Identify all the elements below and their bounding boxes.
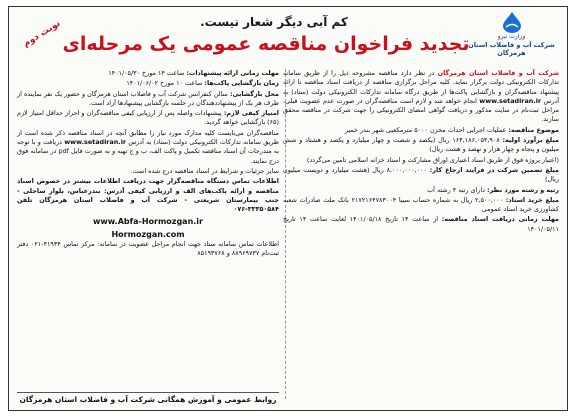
public-relations-footer: روابط عمومی و آموزش همگانی شرکت آب و فاضلاب استان هرمزگان bbox=[17, 392, 279, 404]
left-column bbox=[17, 69, 279, 260]
docs-paragraph: مناقصه‌گران می‌بایست کلیه مدارک مورد نیاز را مطابق آنچه در اسناد مناقصه ذکر شده است از طریق سامانه تدارکات الکترونیکی دولت (ستاد) به آدرس www.setadiran.ir دریافت و با توجه به مندرجات آن اسناد مناقصه تکمیل و پاکت الف، ب و ج تهیه و به صورت فایل pdf در سامانه فوق درج نمایند. bbox=[17, 128, 279, 165]
deadline-row: مهلت زمانی ارائه پیشنهادات: ساعت ۱۴ مورخ ۱۴۰۱/۰۵/۳۰ bbox=[108, 69, 279, 77]
rank-row: رتبه و رشته مورد نظر: دارای رتبه ۴ رشته آب bbox=[427, 185, 559, 194]
abfa-website-link[interactable]: www.Abfa-Hormozgan.ir bbox=[93, 217, 203, 227]
intro-paragraph bbox=[283, 69, 559, 125]
round-stamp: نوبت دوم bbox=[21, 18, 63, 50]
time-row: مهلت زمانی دریافت اسناد مناقصه: از ساعت ۱۴ تاریخ ۱۴۰۱/۰۵/۱۸ لغایت ساعت ۱۴ تاریخ ۱۴۰۱/۰۵/۱۱ bbox=[283, 215, 560, 233]
company-name: شرکت آب و فاضلاب استان هرمزگان bbox=[468, 41, 555, 57]
setad-contact-info: اطلاعات تماس سامانه ستاد جهت انجام مراحل عضویت در سامانه: مرکز تماس ۴۱۹۳۴-۰۲۱ دفتر ثبت‌نام ۸۸۹۶۹۷۳۷ و ۸۵۱۹۳۷۶۸ bbox=[17, 240, 279, 258]
estimate-row: مبلغ برآورد اولیه: ۱۶۴,۱۸۶,۰۵۴,۹۰۸ ریال (یکصد و شصت و چهار میلیارد و یکصد و هشتاد و شش میلیون و پنجاه و چهار هزار و نهصد و هشت ریال) bbox=[283, 136, 559, 154]
venue-row: محل بازگشایی: سالن کنفرانس شرکت آب و فاضلاب استان هرمزگان و حضور یک نفر نماینده از طرف هر یک از پیشنهاددهندگان در جلسه بازگشایی پیشنهادها آزاد است. bbox=[17, 89, 279, 107]
slogan: کم آبی دیگر شعار نیست. bbox=[200, 15, 348, 29]
setad-link-2[interactable]: www.setadiran.ir bbox=[64, 138, 127, 147]
hormozgan-website-link[interactable]: Hormozgan.com bbox=[111, 229, 185, 239]
guarantee-row: مبلغ تضمین شرکت در فرایند ارجاع کار: ۸,۰۰۰,۰۰۰,۰۰۰ ریال (هشت میلیارد و دویست میلیون ریال) bbox=[283, 165, 559, 184]
subject-row: موضوع مناقصه: عملیات اجرایی احداث مخزن ۵۰۰۰ مترمکعبی شهر بندر خمیر bbox=[344, 125, 559, 134]
quality-row: امتیاز کیفی لازم: پیشنهادات واصله پس از ارزیابی کیفی مناقصه‌گران و احراز حداقل امتیاز لازم (۶۵) بازگشایی خواهد گردید. bbox=[17, 109, 279, 127]
details-note: سایر جزئیات و شرایط در اسناد مناقصه درج شده است. bbox=[130, 166, 279, 175]
company-label: شرکت آب و فاضلاب استان هرمزگان bbox=[437, 69, 559, 77]
intro-end-text: انجام خواهد شد و لازم است مناقصه‌گران در صورت عدم عضویت قبلی، مراحل ثبت‌نام در سایت مذکور و دریافت گواهی امضای الکترونیکی را جهت شرکت در مناقصه محقق سازند. bbox=[283, 96, 559, 124]
water-drop-logo-icon bbox=[497, 11, 527, 33]
intro-text: در نظر دارد مناقصه مشروحه ذیل را از طریق سامانه تدارکات الکترونیکی دولت برگزار نماید. کلیه مراحل برگزاری مناقصه از دریافت اسناد مناقصه تا ارائه پیشنهاد مناقصه‌گران و بازگشایی پاکت‌ها از طریق درگاه سامانه تدارکات الکترونیکی دولت (ستاد) به آدرس bbox=[283, 69, 559, 105]
setad-link[interactable]: www.setadiran.ir bbox=[479, 96, 542, 105]
ministry-name: وزارت نیرو bbox=[497, 33, 526, 40]
tender-advertisement bbox=[8, 6, 568, 411]
contact-info: اطلاعات تماس دستگاه مناقصه‌گزار جهت دریافت اطلاعات بیشتر در خصوص اسناد مناقصه و ارائه پاکت‌های الف و ارزیابی کیفی آدرس: بندرعباس، بلوار ساحلی - جنب بیمارستان شریعتی - شرکت آب و فاضلاب استان هرمزگان تلفن ۳۳۳۵۰۵۸۴-۰۷۶ bbox=[17, 177, 279, 214]
opening-row: زمان بازگشایی پاکت‌ها: ساعت ۱۰ مورخ ۱۴۰۱/۰۶/۰۲ bbox=[126, 79, 279, 88]
credit-note: (اعتبار پروژه فوق از طریق اسناد اعتباری اوراق مشارکت و اسناد خزانه اسلامی تامین می‌گردد) bbox=[306, 155, 559, 164]
company-logo bbox=[464, 11, 559, 57]
right-column bbox=[283, 69, 559, 235]
price-row: مبلغ خرید اسناد: ۲,۵۰۰,۰۰۰ ریال به شماره حساب سیبا ۲۱۷۲۱۶۴۷۸۳۰۰۴ بانک ملت صادرات شعبه کشاورزی خرید اسناد عمومی bbox=[283, 195, 559, 214]
headline: تجدید فراخوان مناقصه عمومی یک مرحله‌ای bbox=[62, 33, 470, 55]
